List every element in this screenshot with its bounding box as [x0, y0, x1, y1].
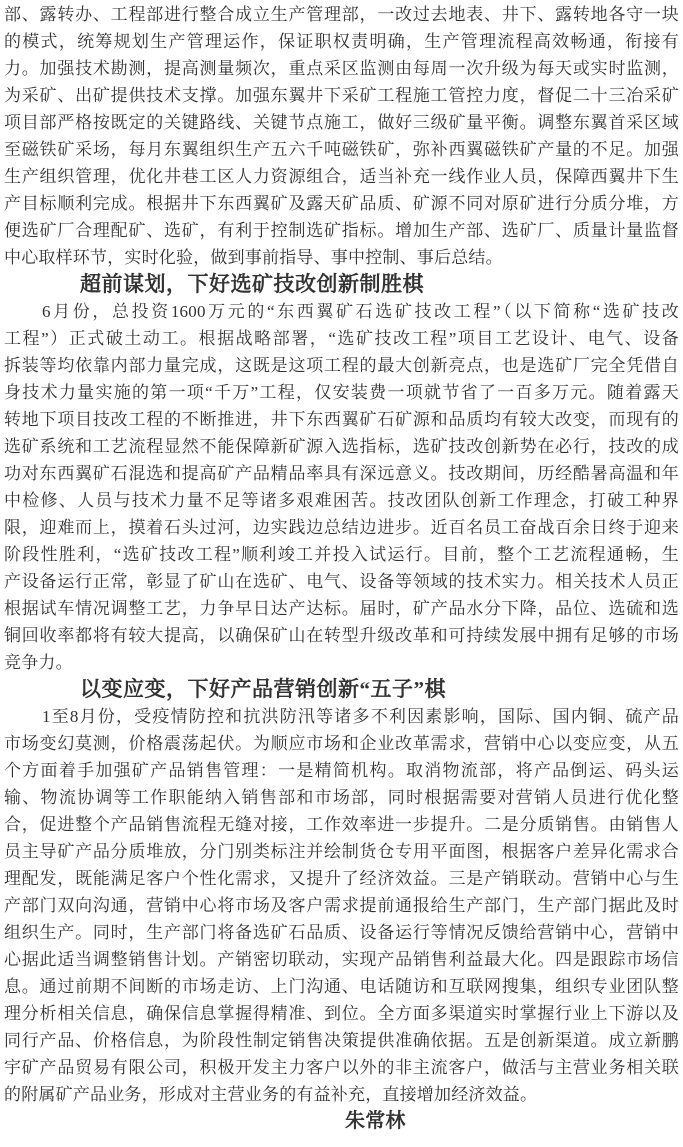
- text-line: 中心取样环节，实时化验，做到事前指导、事中控制、事后总结。: [4, 248, 503, 267]
- text-line: 生产组织管理，优化井巷工区人力资源组合，适当补充一线作业人员，保障西翼井下生: [4, 167, 679, 186]
- text-line: 输、物流协调等工作职能纳入销售部和市场部，同时根据需要对营销人员进行优化整: [4, 788, 679, 807]
- section-heading: 超前谋划，下好选矿技改创新制胜棋: [80, 272, 424, 296]
- text-line: 为采矿、出矿提供技术支撑。加强东翼井下采矿工程施工管控力度，督促二十三冶采矿: [4, 86, 679, 105]
- text-line: 理分析相关信息，确保信息掌握得精准、到位。全方面多渠道实时掌握行业上下游以及: [4, 1004, 679, 1023]
- text-line: 身技术力量实施的第一项“千万”工程，仅安装费一项就节省了一百多万元。随着露天: [4, 383, 679, 402]
- text-line: 力。加强技术勘测，提高测量频次，重点采区监测由每周一次升级为每天或实时监测，: [4, 59, 679, 78]
- text-line: 转地下项目技改工程的不断推进，井下东西翼矿石矿源和品质均有较大改变，而现有的: [4, 410, 679, 429]
- text-line: 产部门双向沟通，营销中心将市场及客户需求提前通报给生产部门，生产部门据此及时: [4, 896, 679, 915]
- text-line: 6月份，总投资1600万元的“东西翼矿石选矿技改工程”（以下简称“选矿技改: [42, 302, 679, 321]
- text-line: 部、露转办、工程部进行整合成立生产管理部，一改过去地表、井下、露转地各守一块: [4, 5, 679, 24]
- document-body: [4, 1, 679, 1135]
- text-line: 的模式，统筹规划生产管理运作，保证职权责明确，生产管理流程高效畅通，衔接有: [4, 32, 679, 51]
- text-line: 息。通过前期不间断的市场走访、上门沟通、电话随访和互联网搜集，组织专业团队整: [4, 977, 679, 996]
- text-line: 中检修、人员与技术力量不足等诸多艰难困苦。技改团队创新工作理念，打破工种界: [4, 491, 679, 510]
- text-line: 至磁铁矿采场，每月东翼组织生产五六千吨磁铁矿，弥补西翼磁铁矿产量的不足。加强: [4, 140, 679, 159]
- text-line: 阶段性胜利，“选矿技改工程”顺利竣工并投入试运行。目前，整个工艺流程通畅，生: [4, 545, 679, 564]
- text-line: 项目部严格按既定的关键路线、关键节点施工，做好三级矿量平衡。调整东翼首采区域: [4, 113, 679, 132]
- text-line: 根据试车情况调整工艺，力争早日达产达标。届时，矿产品水分下降，品位、选硫和选: [4, 599, 679, 618]
- text-line: 便选矿厂合理配矿、选矿，有利于控制选矿指标。增加生产部、选矿厂、质量计量监督: [4, 221, 679, 240]
- text-line: 选矿系统和工艺流程显然不能保障新矿源入选指标，选矿技改创新势在必行，技改的成: [4, 437, 679, 456]
- text-line: 市场变幻莫测，价格震荡起伏。为顺应市场和企业改革需求，营销中心以变应变，从五: [4, 734, 679, 753]
- text-line: 1至8月份，受疫情防控和抗洪防汛等诸多不利因素影响，国际、国内铜、硫产品: [42, 707, 679, 726]
- text-line: 的附属矿产品业务，形成对主营业务的有益补充，直接增加经济效益。: [4, 1085, 538, 1104]
- text-line: 竞争力。: [4, 653, 73, 672]
- text-line: 铜回收率都将有较大提高，以确保矿山在转型升级改革和可持续发展中拥有足够的市场: [4, 626, 679, 645]
- author-signature: 朱常林: [345, 1110, 406, 1132]
- text-line: 个方面着手加强矿产品销售管理：一是精简机构。取消物流部，将产品倒运、码头运: [4, 761, 679, 780]
- text-line: 合，促进整个产品销售流程无缝对接，工作效率进一步提升。二是分质销售。由销售人: [4, 815, 679, 834]
- section-heading: 以变应变，下好产品营销创新“五子”棋: [80, 677, 446, 701]
- text-line: 工程”）正式破土动工。根据战略部署，“选矿技改工程”项目工艺设计、电气、设备: [4, 329, 679, 348]
- text-line: 功对东西翼矿石混选和提高矿产品精品率具有深远意义。技改期间，历经酷暑高温和年: [4, 464, 679, 483]
- text-line: 拆装等均依靠内部力量完成，这既是这项工程的最大创新亮点，也是选矿厂完全凭借自: [4, 356, 679, 375]
- text-line: 组织生产。同时，生产部门将备选矿石品质、设备运行等情况反馈给营销中心，营销中: [4, 923, 679, 942]
- text-line: 员主导矿产品分质堆放，分门别类标注并绘制货仓专用平面图，根据客户差异化需求合: [4, 842, 679, 861]
- text-line: 产设备运行正常，彰显了矿山在选矿、电气、设备等领域的技术实力。相关技术人员正: [4, 572, 679, 591]
- text-line: 同行产品、价格信息，为阶段性制定销售决策提供准确依据。五是创新渠道。成立新鹏: [4, 1031, 679, 1050]
- text-line: 限，迎难而上，摸着石头过河，边实践边总结边进步。近百名员工奋战百余日终于迎来: [4, 518, 679, 537]
- text-line: 宇矿产品贸易有限公司，积极开发主力客户以外的非主流客户，做活与主营业务相关联: [4, 1058, 679, 1077]
- text-line: 心据此适当调整销售计划。产销密切联动，实现产品销售利益最大化。四是跟踪市场信: [4, 950, 679, 969]
- text-line: 产目标顺利完成。根据井下东西翼矿及露天矿品质、矿源不同对原矿进行分质分堆，方: [4, 194, 679, 213]
- text-line: 理配发，既能满足客户个性化需求，又提升了经济效益。三是产销联动。营销中心与生: [4, 869, 679, 888]
